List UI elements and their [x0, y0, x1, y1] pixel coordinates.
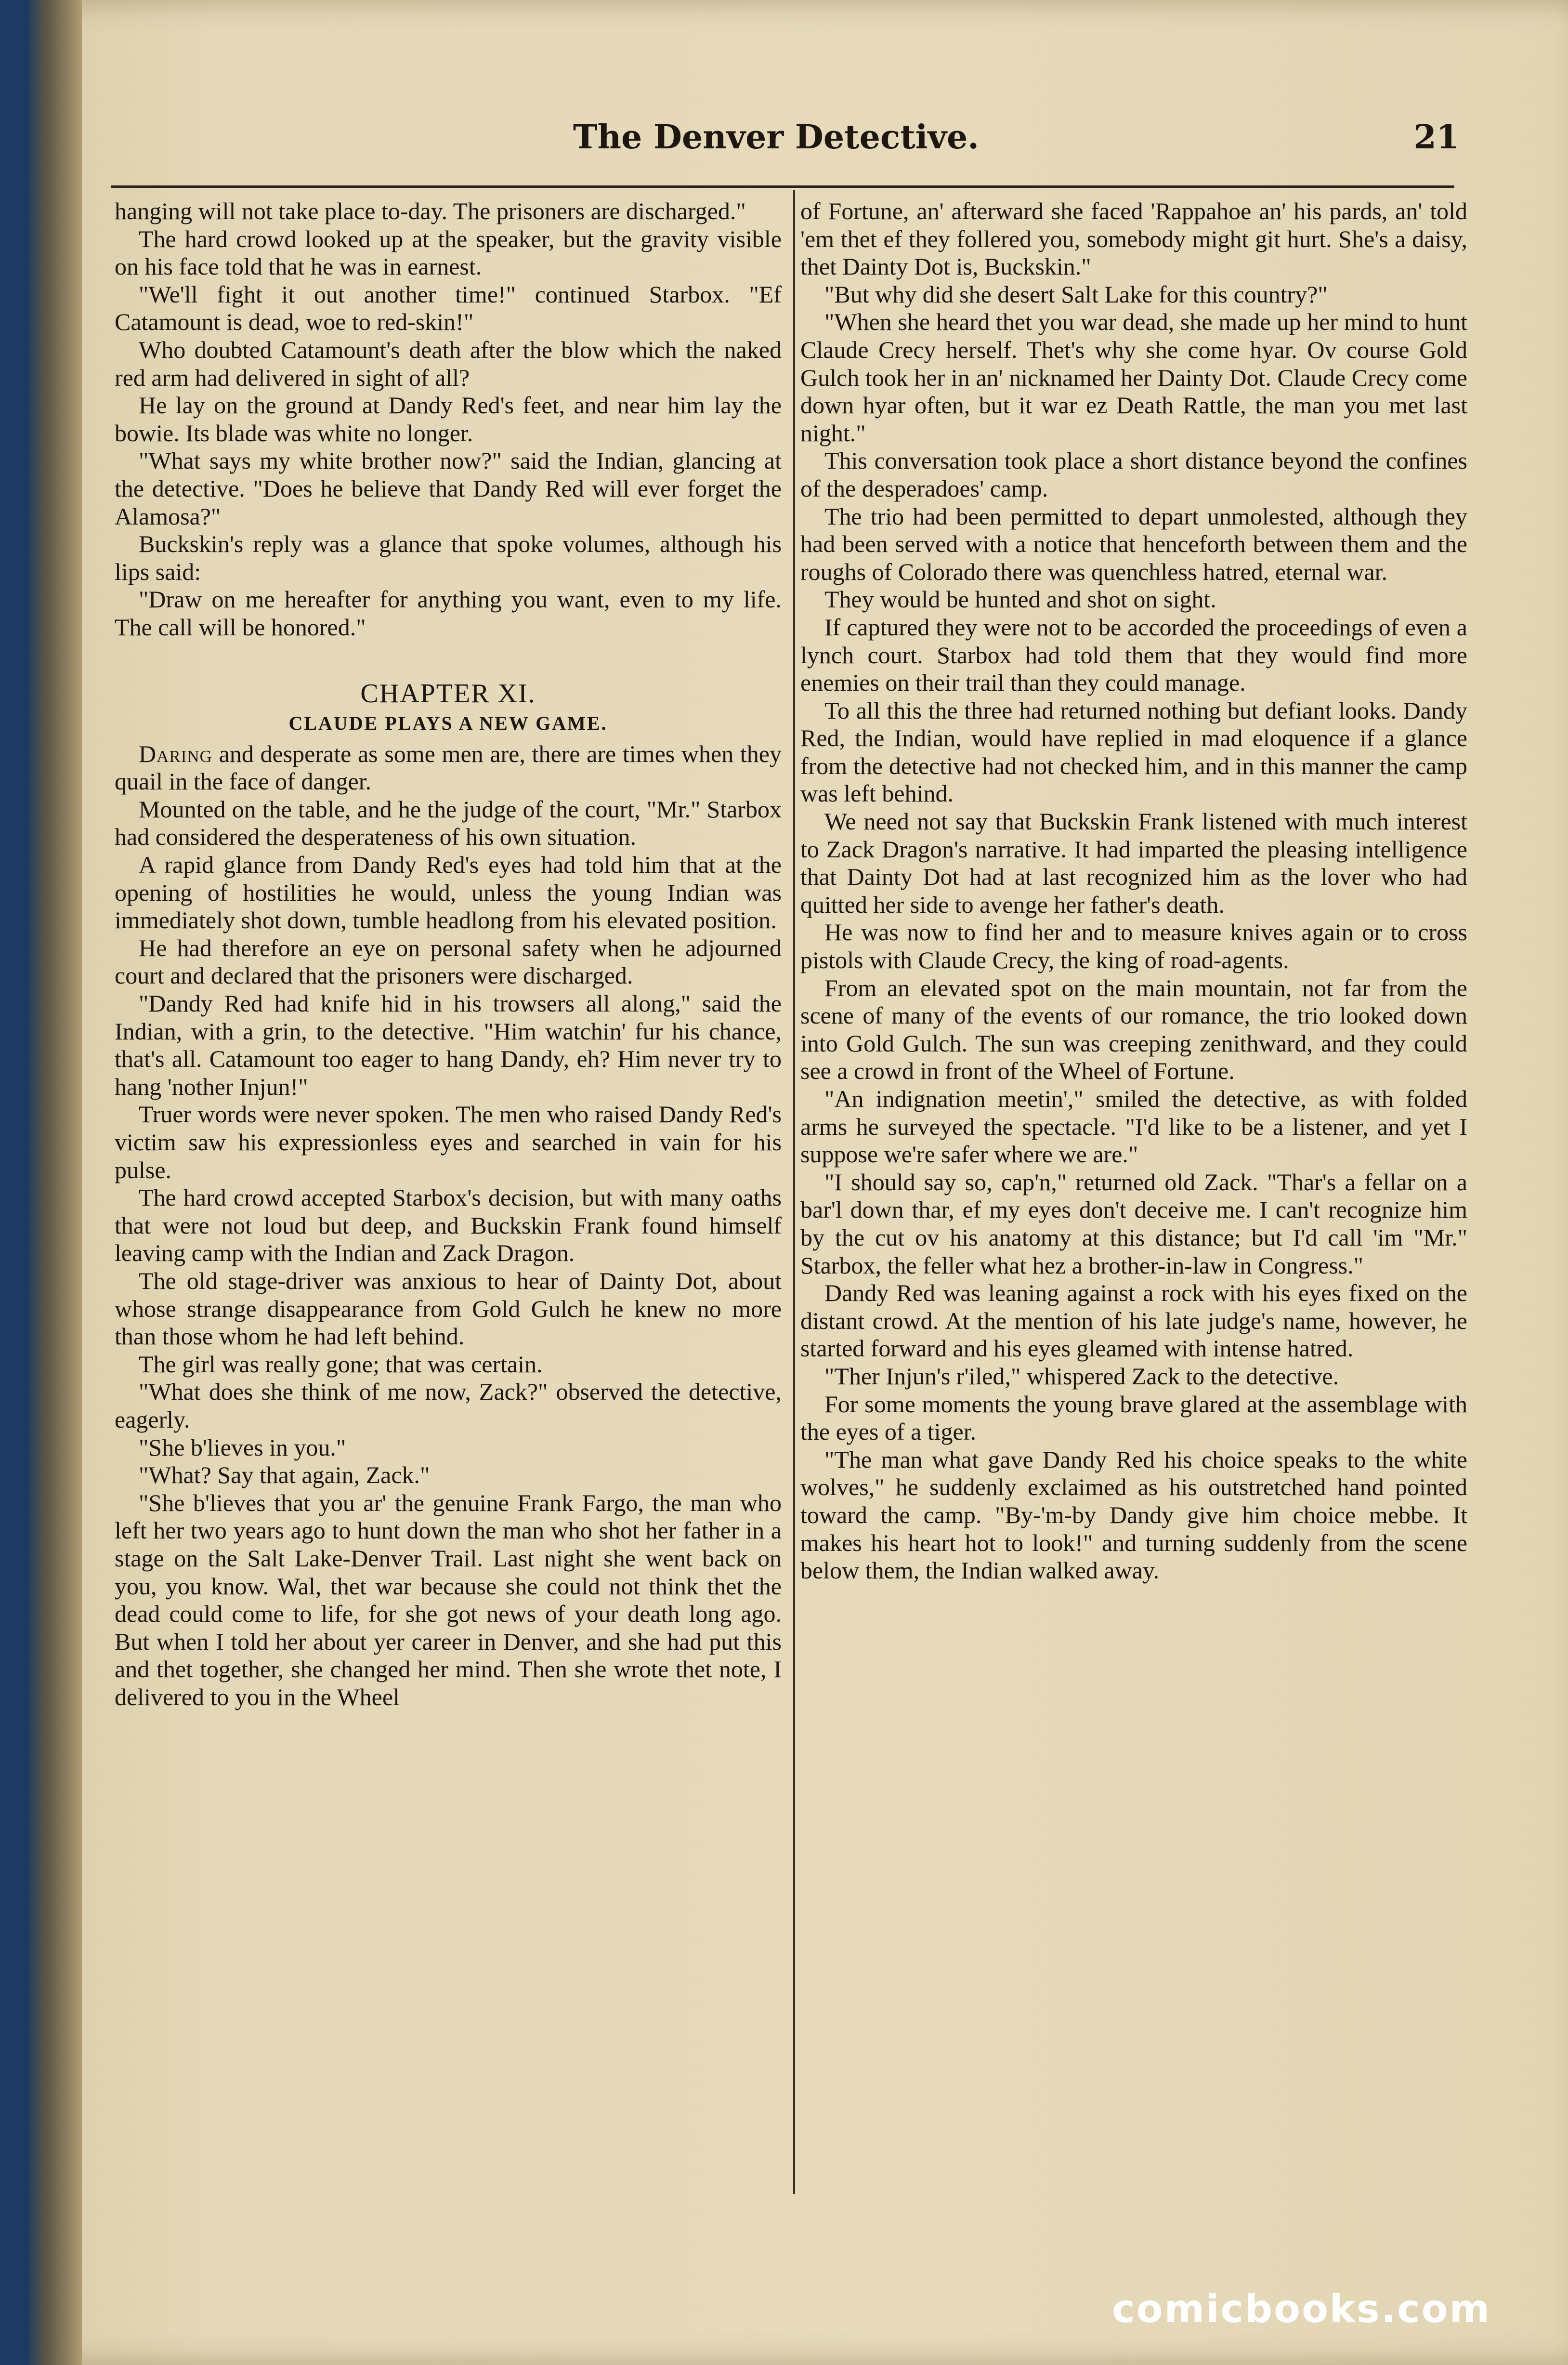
paragraph: "But why did she desert Salt Lake for this country?"	[824, 280, 1328, 308]
paragraph: Truer words were never spoken. The men who raised Dandy Red's victim saw his expressionless eyes and searched in vain for his pulse.	[115, 1101, 782, 1183]
paragraph: The hard crowd looked up at the speaker, but the gravity visible on his face told that he was in earnest.	[115, 225, 782, 280]
paragraph: He lay on the ground at Dandy Red's feet, and near him lay the bowie. Its blade was white no longer.	[115, 392, 782, 447]
paragraph: They would be hunted and shot on sight.	[824, 586, 1216, 613]
paragraph: "She b'lieves that you ar' the genuine Frank Fargo, the man who left her two years ago to hunt down the man who shot her father in a stage on the Salt Lake-Denver Trail. Last night she went back on you, you know. Wal, thet war because she could not think thet the dead could come to life, for she got news of your death long ago. But when I told her about yer career in Denver, and she had put this and thet together, she changed her mind. Then she wrote thet note, I delivered to you in the Wheel	[115, 1489, 782, 1710]
paragraph: "The man what gave Dandy Red his choice speaks to the white wolves," he suddenly exclaimed as his outstretched hand pointed toward the camp. "By-'m-by Dandy give him choice mebbe. It makes his heart hot to look!" and turning suddenly from the scene below them, the Indian walked away.	[800, 1445, 1467, 1584]
paragraph: Dandy Red was leaning against a rock with his eyes fixed on the distant crowd. At the mention of his late judge's name, however, he started forward and his eyes gleamed with intense hatred.	[800, 1279, 1467, 1362]
header-rule	[111, 185, 1454, 188]
page-spine-shadow	[29, 0, 82, 2365]
paragraph: Mounted on the table, and he the judge of the court, "Mr." Starbox had considered the desperateness of his own situation.	[115, 795, 782, 851]
paragraph: "What says my white brother now?" said the Indian, glancing at the detective. "Does he believe that Dandy Red will ever forget the Alamosa?"	[115, 447, 782, 530]
paragraph: "What does she think of me now, Zack?" observed the detective, eagerly.	[115, 1378, 782, 1433]
chapter-lead-word: Daring	[139, 740, 212, 767]
page-number: 21	[1413, 118, 1459, 157]
paragraph: "I should say so, cap'n," returned old Zack. "Thar's a fellar on a bar'l down thar, ef my eyes don't deceive me. I can't recognize him by the cut ov his anatomy at this distance; but I'd call 'im "Mr." Starbox, the feller what hez a brother-in-law in Congress."	[800, 1168, 1467, 1279]
paragraph: For some moments the young brave glared at the assemblage with the eyes of a tiger.	[800, 1390, 1467, 1445]
paragraph: We need not say that Buckskin Frank listened with much interest to Zack Dragon's narrative. It had imparted the pleasing intelligence that Dainty Dot had at last recognized him as the lover who had quitted her side to avenge her father's death.	[800, 808, 1467, 918]
paragraph: He was now to find her and to measure knives again or to cross pistols with Claude Crecy, the king of road-agents.	[800, 919, 1467, 974]
paragraph: "We'll fight it out another time!" continued Starbox. "Ef Catamount is dead, woe to red-skin!"	[115, 280, 782, 336]
paragraph	[115, 740, 782, 796]
paragraph: From an elevated spot on the main mountain, not far from the scene of many of the events of our romance, the trio looked down into Gold Gulch. The sun was creeping zenithward, and they could see a crowd in front of the Wheel of Fortune.	[800, 974, 1467, 1085]
column-divider	[793, 190, 795, 2194]
paragraph: "What? Say that again, Zack."	[139, 1461, 430, 1489]
paragraph: The hard crowd accepted Starbox's decision, but with many oaths that were not loud but deep, and Buckskin Frank found himself leaving camp with the Indian and Zack Dragon.	[115, 1184, 782, 1267]
paragraph: "Ther Injun's r'iled," whispered Zack to the detective.	[824, 1362, 1339, 1390]
paragraph: To all this the three had returned nothing but defiant looks. Dandy Red, the Indian, would have replied in mad eloquence if a glance from the detective had not checked him, and in this manner the camp was left behind.	[800, 696, 1467, 807]
paragraph: "An indignation meetin'," smiled the detective, as with folded arms he surveyed the spectacle. "I'd like to be a listener, and yet I suppose we're safer where we are."	[800, 1085, 1467, 1168]
paragraph: He had therefore an eye on personal safety when he adjourned court and declared that the prisoners were discharged.	[115, 934, 782, 989]
right-column	[800, 197, 1467, 2196]
paragraph-text: and desperate as some men are, there are times when they quail in the face of danger.	[115, 740, 782, 795]
paragraph: hanging will not take place to-day. The prisoners are discharged."	[115, 197, 746, 224]
paragraph: of Fortune, an' afterward she faced 'Rappahoe an' his pards, an' told 'em thet ef they follered you, somebody might git hurt. She's a daisy, thet Dainty Dot is, Buckskin."	[800, 197, 1467, 280]
left-column	[115, 197, 782, 2196]
paragraph: Buckskin's reply was a glance that spoke volumes, although his lips said:	[115, 530, 782, 585]
paragraph: "When she heard thet you war dead, she made up her mind to hunt Claude Crecy herself. Thet's why she come hyar. Ov course Gold Gulch took her in an' nicknamed her Dainty Dot. Claude Crecy come down hyar often, but it war ez Death Rattle, the man you met last night."	[800, 308, 1467, 447]
paragraph: "She b'lieves in you."	[139, 1433, 346, 1461]
chapter-heading: CHAPTER XI.	[360, 678, 536, 709]
paragraph: This conversation took place a short distance beyond the confines of the desperadoes' camp.	[800, 447, 1467, 502]
paragraph: Who doubted Catamount's death after the blow which the naked red arm had delivered in sight of all?	[115, 336, 782, 391]
paragraph: "Dandy Red had knife hid in his trowsers all along," said the Indian, with a grin, to the detective. "Him watchin' fur his chance, that's all. Catamount too eager to hang Dandy, eh? Him never try to hang 'nother Injun!"	[115, 990, 782, 1100]
paragraph: The old stage-driver was anxious to hear of Dainty Dot, about whose strange disappearance from Gold Gulch he knew no more than those whom he had left behind.	[115, 1267, 782, 1350]
running-title: The Denver Detective.	[573, 118, 979, 157]
magazine-page	[29, 0, 1568, 2365]
chapter-subtitle: CLAUDE PLAYS A NEW GAME.	[288, 712, 608, 735]
paragraph: The girl was really gone; that was certain.	[139, 1350, 543, 1378]
paragraph: "Draw on me hereafter for anything you want, even to my life. The call will be honored."	[115, 586, 782, 641]
paragraph: The trio had been permitted to depart unmolested, although they had been served with a notice that henceforth between them and the roughs of Colorado there was quenchless hatred, eternal war.	[800, 502, 1467, 585]
running-header	[535, 118, 1498, 166]
paragraph: A rapid glance from Dandy Red's eyes had told him that at the opening of hostilities he would, unless the young Indian was immediately shot down, tumble headlong from his elevated position.	[115, 851, 782, 934]
watermark: comicbooks.com	[1112, 2286, 1491, 2331]
paragraph: If captured they were not to be accorded the proceedings of even a lynch court. Starbox had told them that they would find more enemies on their trail than they could manage.	[800, 613, 1467, 696]
